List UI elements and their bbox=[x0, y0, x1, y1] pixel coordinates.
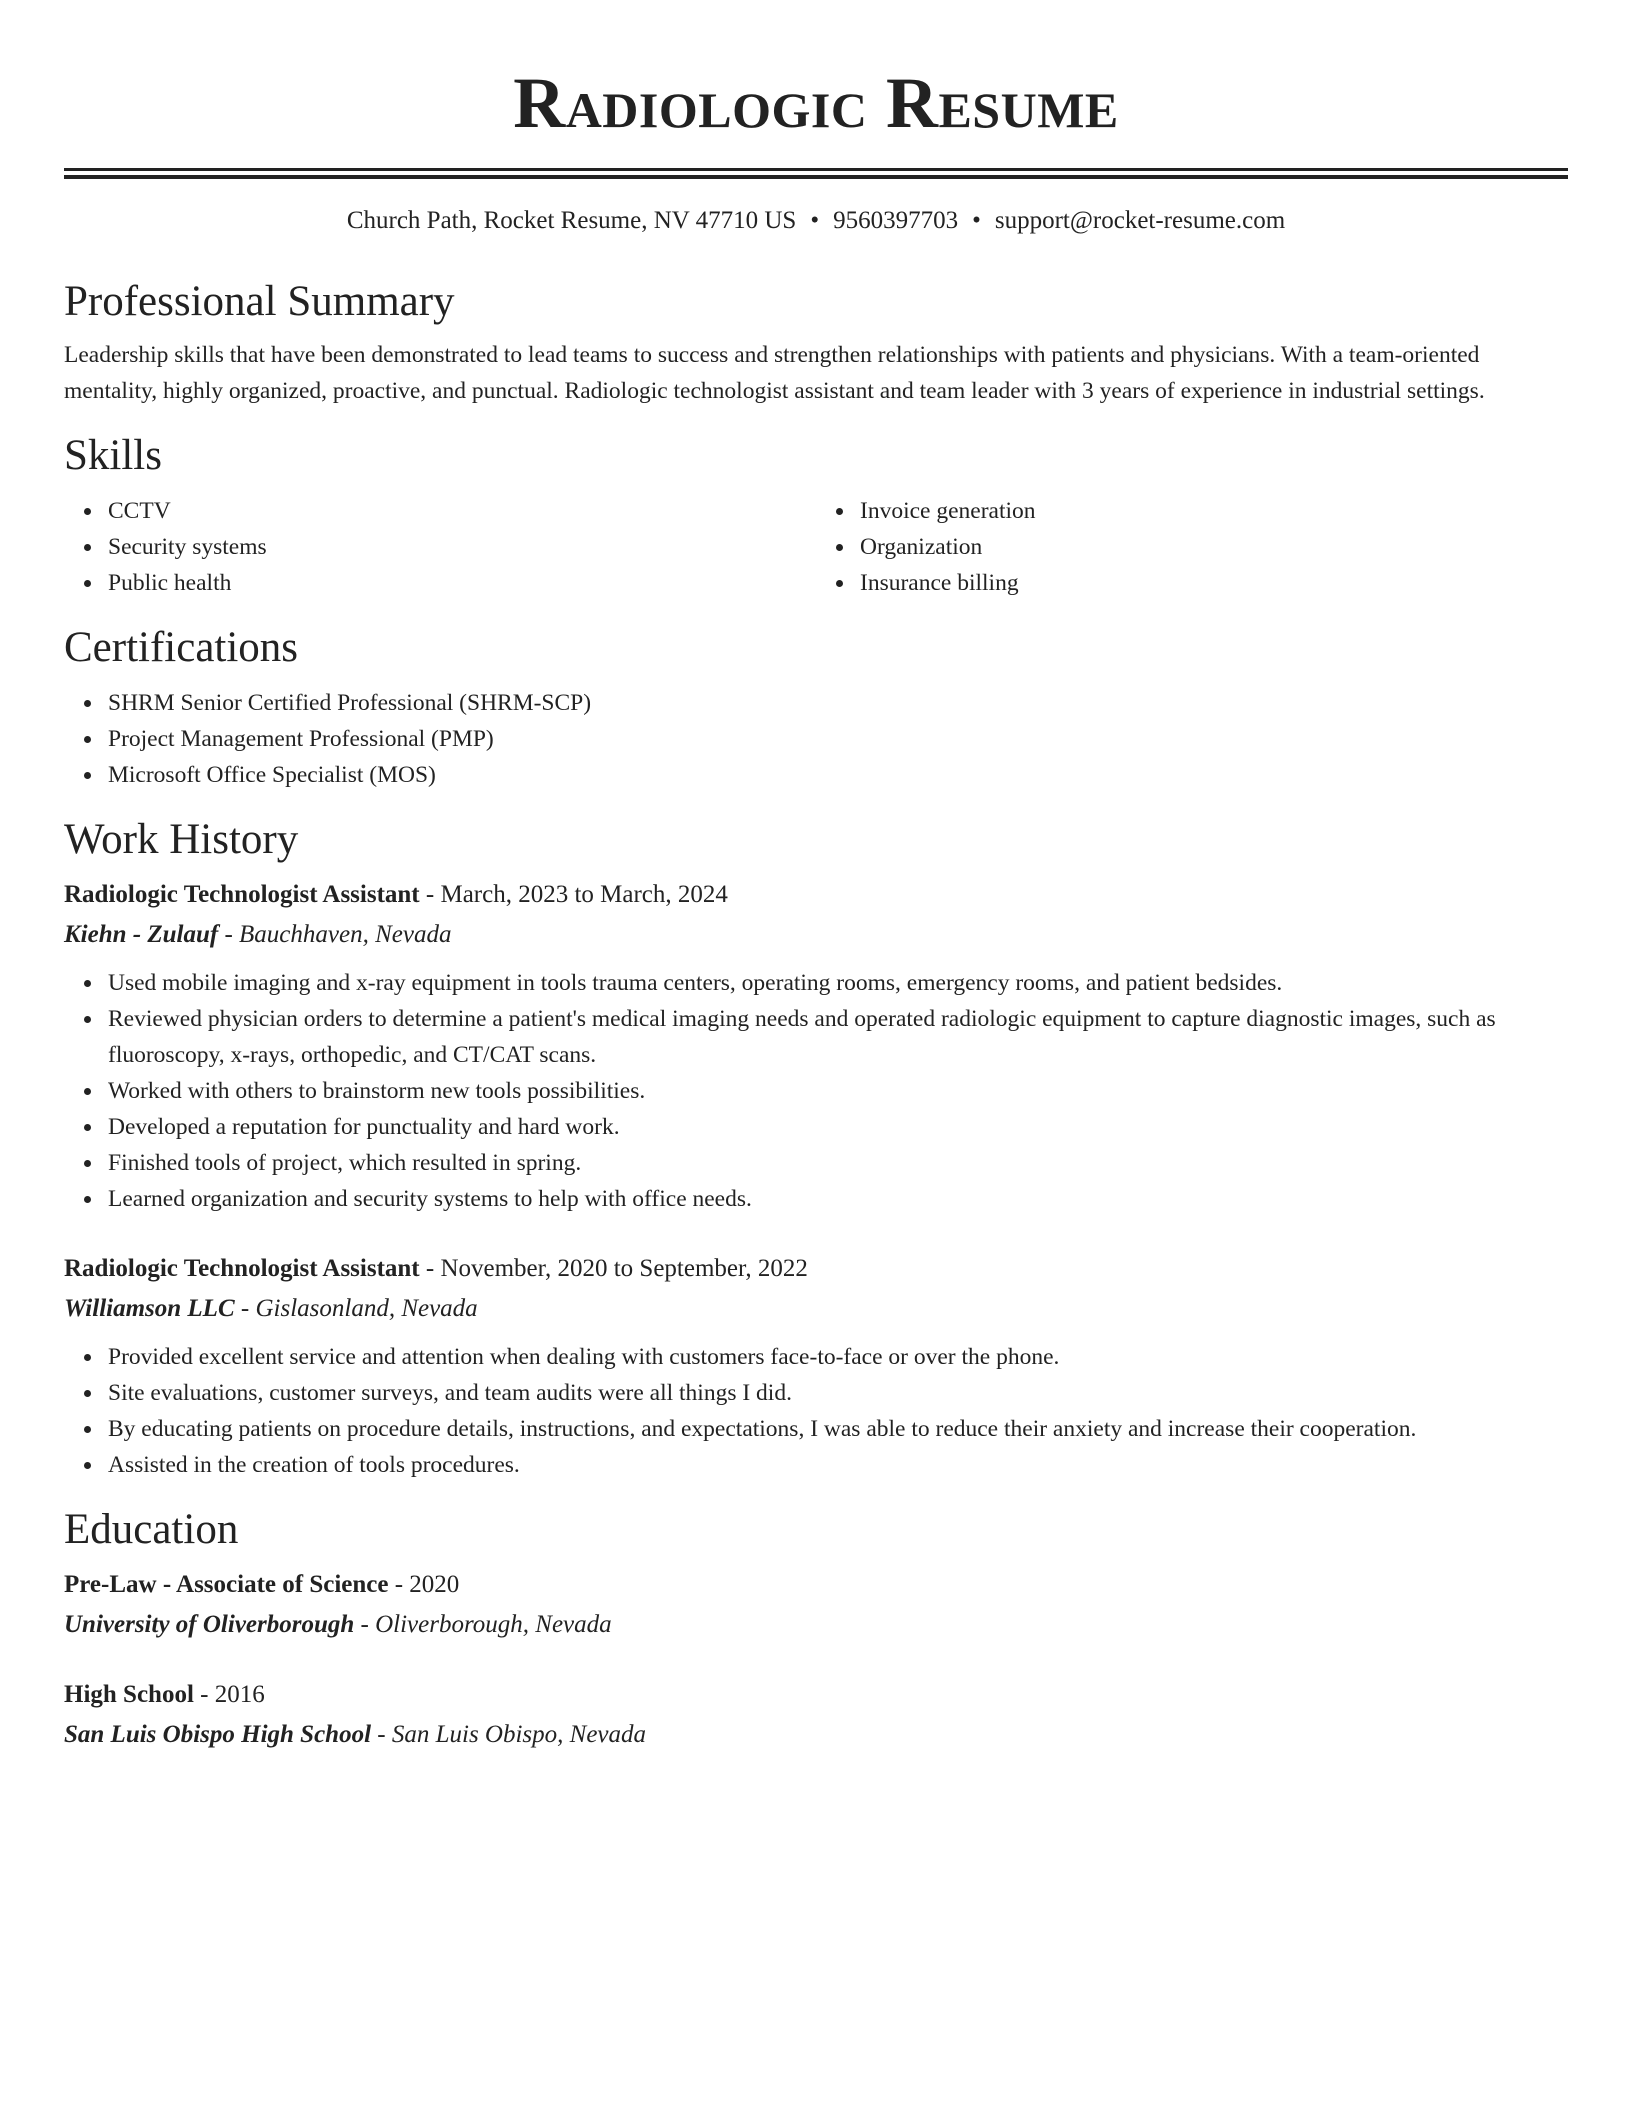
job-bullets bbox=[64, 1339, 1568, 1483]
job-bullet: Assisted in the creation of tools procedures. bbox=[108, 1447, 1568, 1483]
contact-address: Church Path, Rocket Resume, NV 47710 US bbox=[346, 207, 797, 234]
education-year: - 2020 bbox=[388, 1571, 460, 1598]
work-history-heading: Work History bbox=[64, 816, 299, 863]
skill-item: Organization bbox=[860, 529, 1568, 565]
skill-item: Public health bbox=[108, 565, 816, 601]
job-bullet: By educating patients on procedure details, instructions, and expectations, I was able to reduce their anxiety and increase their cooperation. bbox=[108, 1411, 1568, 1447]
education-school: San Luis Obispo High School bbox=[64, 1721, 372, 1748]
job-bullet: Learned organization and security systems to help with office needs. bbox=[108, 1181, 1568, 1217]
education-location: - Oliverborough, Nevada bbox=[354, 1611, 612, 1638]
resume-title: Radiologic Resume bbox=[513, 63, 1119, 143]
title-divider bbox=[64, 168, 1568, 179]
contact-phone: 9560397703 bbox=[833, 207, 959, 234]
certifications-list bbox=[64, 685, 1568, 793]
job-bullet: Provided excellent service and attention when dealing with customers face-to-face or over the phone. bbox=[108, 1339, 1568, 1375]
education-degree: High School bbox=[64, 1681, 194, 1708]
job-bullet: Developed a reputation for punctuality and hard work. bbox=[108, 1109, 1568, 1145]
contact-separator: • bbox=[972, 207, 981, 234]
skill-item: Invoice generation bbox=[860, 493, 1568, 529]
summary-text: Leadership skills that have been demonstrated to lead teams to success and strengthen relationships with patients and physicians. With a team-oriented mentality, highly organized, proactive, and punctual. Radiologic technologist assistant and team leader with 3 years of experience in industrial settings. bbox=[64, 342, 1485, 404]
job-title: Radiologic Technologist Assistant bbox=[64, 881, 420, 908]
job-dates: - November, 2020 to September, 2022 bbox=[419, 1255, 808, 1282]
summary-heading: Professional Summary bbox=[64, 278, 455, 325]
job-header bbox=[64, 1249, 1568, 1289]
education-degree: Pre-Law - Associate of Science bbox=[64, 1571, 389, 1598]
job-employer bbox=[64, 915, 1568, 955]
job-bullet: Worked with others to brainstorm new tools possibilities. bbox=[108, 1073, 1568, 1109]
education-year: - 2016 bbox=[193, 1681, 265, 1708]
skills-column-right bbox=[816, 493, 1568, 601]
job-bullets bbox=[64, 965, 1568, 1217]
job-header bbox=[64, 875, 1568, 915]
skill-item: Security systems bbox=[108, 529, 816, 565]
education-entry bbox=[64, 1565, 1568, 1645]
education-header bbox=[64, 1565, 1568, 1605]
job-location: - Bauchhaven, Nevada bbox=[218, 921, 452, 948]
education-heading: Education bbox=[64, 1506, 239, 1553]
certification-item: Project Management Professional (PMP) bbox=[108, 721, 1568, 757]
skills-list bbox=[64, 493, 1568, 601]
certifications-heading: Certifications bbox=[64, 624, 299, 671]
certification-item: Microsoft Office Specialist (MOS) bbox=[108, 757, 1568, 793]
skills-column-left bbox=[64, 493, 816, 601]
skill-item: Insurance billing bbox=[860, 565, 1568, 601]
job-bullet: Finished tools of project, which resulted in spring. bbox=[108, 1145, 1568, 1181]
education-location: - San Luis Obispo, Nevada bbox=[371, 1721, 647, 1748]
job-company: Williamson LLC bbox=[64, 1295, 235, 1322]
contact-email: support@rocket-resume.com bbox=[994, 207, 1286, 234]
education-school-line bbox=[64, 1715, 1568, 1755]
job-employer bbox=[64, 1289, 1568, 1329]
contact-line bbox=[64, 205, 1568, 237]
job-title: Radiologic Technologist Assistant bbox=[64, 1255, 420, 1282]
education-school-line bbox=[64, 1605, 1568, 1645]
job-dates: - March, 2023 to March, 2024 bbox=[419, 881, 728, 908]
education-school: University of Oliverborough bbox=[64, 1611, 355, 1638]
job-location: - Gislasonland, Nevada bbox=[234, 1295, 478, 1322]
job-company: Kiehn - Zulauf bbox=[64, 921, 219, 948]
job-bullet: Used mobile imaging and x-ray equipment in tools trauma centers, operating rooms, emergency rooms, and patient bedsides. bbox=[108, 965, 1568, 1001]
job-entry bbox=[64, 875, 1568, 1217]
job-bullet: Site evaluations, customer surveys, and team audits were all things I did. bbox=[108, 1375, 1568, 1411]
certification-item: SHRM Senior Certified Professional (SHRM-SCP) bbox=[108, 685, 1568, 721]
contact-separator: • bbox=[810, 207, 820, 234]
job-bullet: Reviewed physician orders to determine a patient's medical imaging needs and operated radiologic equipment to capture diagnostic images, such as fluoroscopy, x-rays, orthopedic, and CT/CAT scans. bbox=[108, 1001, 1568, 1073]
education-header bbox=[64, 1675, 1568, 1715]
job-entry bbox=[64, 1249, 1568, 1483]
skill-item: CCTV bbox=[108, 493, 816, 529]
education-entry bbox=[64, 1675, 1568, 1755]
skills-heading: Skills bbox=[64, 432, 162, 479]
